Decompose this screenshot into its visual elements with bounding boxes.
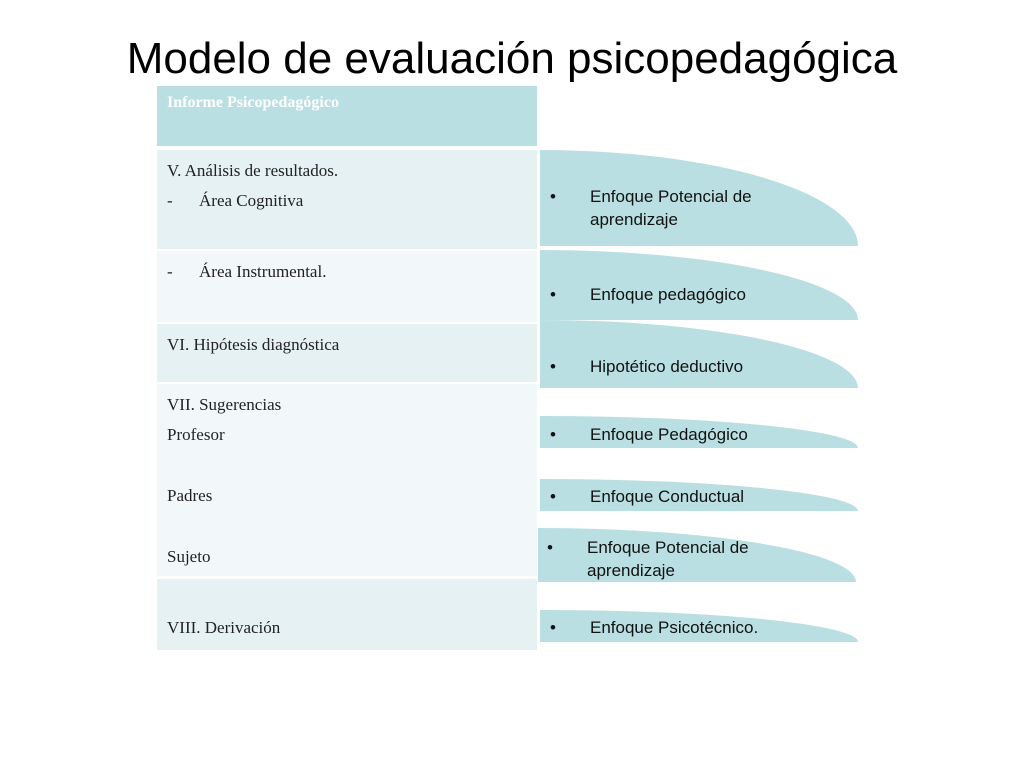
row-text-cognitiva: Área Cognitiva	[199, 191, 304, 210]
approach-item-5	[550, 485, 830, 508]
approach-label-7: Enfoque Psicotécnico.	[590, 618, 759, 637]
approach-item-1	[550, 185, 830, 231]
dash-marker: -	[167, 191, 173, 210]
dash-marker: -	[167, 262, 173, 281]
approach-label-3: Hipotético deductivo	[590, 357, 744, 376]
approach-item-2	[550, 283, 830, 306]
slide-title: Modelo de evaluación psicopedagógica	[126, 34, 898, 83]
approach-label-1: Enfoque Potencial de aprendizaje	[590, 187, 752, 229]
table-header: Informe Psicopedagógico	[157, 86, 537, 146]
approach-item-6	[547, 536, 827, 582]
table-row-derivacion	[157, 579, 537, 650]
bullet-icon: •	[550, 357, 556, 376]
row-text-hipotesis: VI. Hipótesis diagnóstica	[167, 335, 340, 354]
approach-label-5: Enfoque Conductual	[590, 487, 745, 506]
row-text-derivacion: VIII. Derivación	[167, 618, 281, 637]
approach-item-4	[550, 423, 830, 446]
table-row-hipotesis	[157, 324, 537, 382]
approach-item-3	[550, 355, 830, 378]
approach-label-6: Enfoque Potencial de aprendizaje	[587, 538, 749, 580]
bullet-icon: •	[550, 285, 556, 304]
row-subitem-cognitiva	[167, 186, 527, 216]
row-text-padres: Padres	[167, 486, 213, 505]
row-text-profesor: Profesor	[167, 425, 225, 444]
approach-label-2: Enfoque pedagógico	[590, 285, 746, 304]
table-row-instrumental	[157, 251, 537, 322]
bullet-icon: •	[550, 487, 556, 506]
bullet-icon: •	[550, 187, 556, 206]
approach-label-4: Enfoque Pedagógico	[590, 425, 748, 444]
table-row-sugerencias	[157, 384, 537, 576]
row-text-instrumental: Área Instrumental.	[199, 262, 327, 281]
row-text-sugerencias: VII. Sugerencias	[167, 395, 282, 414]
approach-item-7	[550, 616, 830, 639]
bullet-icon: •	[547, 538, 553, 557]
bullet-icon: •	[550, 425, 556, 444]
row-text-sujeto: Sujeto	[167, 547, 211, 566]
row-text-analisis: V. Análisis de resultados.	[167, 161, 339, 180]
table-row-analisis	[157, 150, 537, 249]
bullet-icon: •	[550, 618, 556, 637]
row-subitem-instrumental	[167, 257, 527, 287]
